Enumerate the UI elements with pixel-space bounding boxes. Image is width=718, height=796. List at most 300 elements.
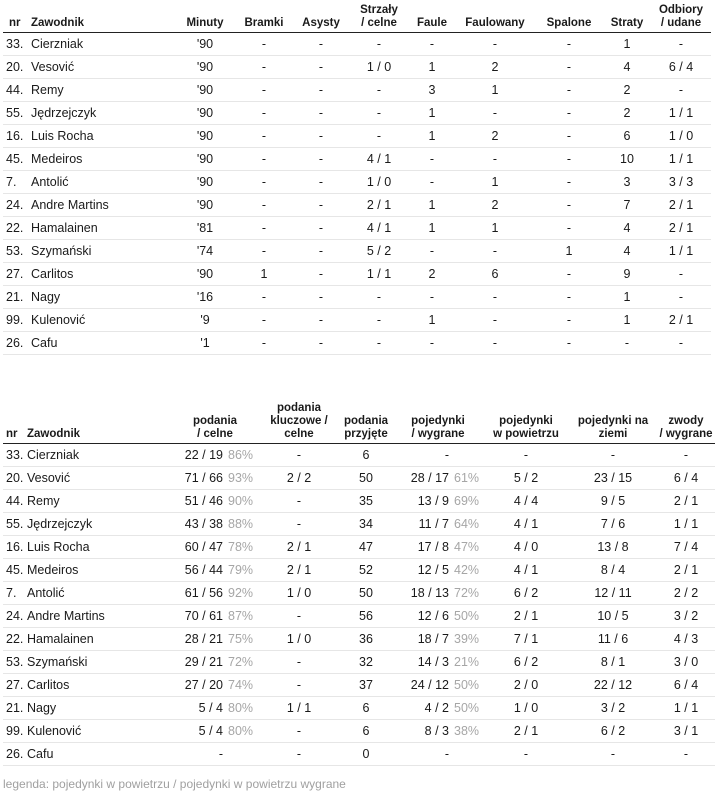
stat-cell: '74 (175, 240, 235, 263)
stat-cell: - (393, 444, 449, 467)
player-name: Luis Rocha (27, 536, 171, 559)
stat-cell: 6 / 2 (483, 651, 569, 674)
player-number: 33. (3, 444, 27, 467)
stat-cell: 2 / 2 (657, 582, 715, 605)
stat-cell: '90 (175, 194, 235, 217)
table-row (3, 79, 711, 102)
stat-cell: - (603, 332, 651, 355)
player-number: 24. (3, 194, 31, 217)
percent-value: 80% (223, 720, 259, 743)
player-name: Cafu (27, 743, 171, 766)
table-row (3, 217, 711, 240)
stat-cell: - (455, 286, 535, 309)
stat-cell: 43 / 38 (171, 513, 223, 536)
stat-cell: 7 / 1 (483, 628, 569, 651)
player-name: Hamalainen (27, 628, 171, 651)
stat-cell: - (349, 102, 409, 125)
stat-cell: 8 / 1 (569, 651, 657, 674)
stat-cell: - (569, 743, 657, 766)
stat-cell: '90 (175, 148, 235, 171)
stat-cell: 17 / 8 (393, 536, 449, 559)
stat-cell: - (483, 743, 569, 766)
stat-cell: - (535, 125, 603, 148)
stat-cell: 1 (455, 217, 535, 240)
stat-cell: - (293, 171, 349, 194)
percent-value: 78% (223, 536, 259, 559)
percent-value: 80% (223, 697, 259, 720)
table-row (3, 536, 715, 559)
table-row (3, 194, 711, 217)
stat-cell: - (455, 332, 535, 355)
stat-cell: 1 / 0 (651, 125, 711, 148)
player-name: Cafu (31, 332, 175, 355)
stat-cell: 6 (339, 444, 393, 467)
stat-cell: - (259, 720, 339, 743)
column-header: podania przyjęte (339, 402, 393, 444)
table-row (3, 56, 711, 79)
percent-value: 50% (449, 674, 483, 697)
player-number: 21. (3, 286, 31, 309)
table-row (3, 743, 715, 766)
player-number: 24. (3, 605, 27, 628)
stat-cell: - (409, 148, 455, 171)
stat-cell: 1 / 1 (657, 697, 715, 720)
table-row (3, 148, 711, 171)
percent-value: 50% (449, 697, 483, 720)
stat-cell: 6 / 4 (657, 467, 715, 490)
stat-cell: 4 / 2 (393, 697, 449, 720)
stat-cell: - (569, 444, 657, 467)
stat-cell: - (293, 240, 349, 263)
stat-cell: - (235, 217, 293, 240)
stat-cell: - (293, 33, 349, 56)
percent-value: 88% (223, 513, 259, 536)
player-name: Jędrzejczyk (27, 513, 171, 536)
stat-cell: 3 (603, 171, 651, 194)
percent-value: 64% (449, 513, 483, 536)
player-name: Cierzniak (31, 33, 175, 56)
percent-value: 50% (449, 605, 483, 628)
player-number: 22. (3, 217, 31, 240)
player-number: 53. (3, 240, 31, 263)
stat-cell: 60 / 47 (171, 536, 223, 559)
percent-value: 42% (449, 559, 483, 582)
stat-cell: 1 / 0 (349, 171, 409, 194)
stat-cell: - (293, 148, 349, 171)
column-header: Faule (409, 4, 455, 33)
table-row (3, 332, 711, 355)
stat-cell: 2 / 0 (483, 674, 569, 697)
stat-cell: - (651, 33, 711, 56)
stat-cell: 6 (339, 697, 393, 720)
stat-cell: - (455, 240, 535, 263)
stat-cell: 1 / 1 (651, 148, 711, 171)
table-row (3, 697, 715, 720)
stat-cell: - (535, 102, 603, 125)
stat-cell: 2 / 1 (483, 605, 569, 628)
stat-cell: - (535, 286, 603, 309)
column-header: pojedynki / wygrane (393, 402, 483, 444)
table-row (3, 263, 711, 286)
stat-cell: 18 / 7 (393, 628, 449, 651)
stat-cell: - (349, 309, 409, 332)
stat-cell: 6 / 2 (483, 582, 569, 605)
stat-cell: - (235, 79, 293, 102)
player-name: Carlitos (27, 674, 171, 697)
stat-cell: 3 (409, 79, 455, 102)
stat-cell: - (349, 286, 409, 309)
stat-cell: 2 / 1 (651, 309, 711, 332)
column-header: podania kluczowe / celne (259, 402, 339, 444)
table-row (3, 240, 711, 263)
table-row (3, 125, 711, 148)
percent-value: 21% (449, 651, 483, 674)
stat-cell: 6 (603, 125, 651, 148)
stat-cell: - (349, 79, 409, 102)
stat-cell: - (657, 444, 715, 467)
player-number: 55. (3, 102, 31, 125)
player-number: 55. (3, 513, 27, 536)
stat-cell: - (393, 743, 449, 766)
player-number: 16. (3, 125, 31, 148)
stat-cell: - (535, 309, 603, 332)
stat-cell: '90 (175, 102, 235, 125)
column-header: Minuty (175, 4, 235, 33)
column-header: Straty (603, 4, 651, 33)
column-header: Bramki (235, 4, 293, 33)
stat-cell: 3 / 0 (657, 651, 715, 674)
stat-cell: - (651, 79, 711, 102)
column-header: Faulowany (455, 4, 535, 33)
table-row (3, 467, 715, 490)
stat-cell: - (293, 102, 349, 125)
stat-cell: - (349, 332, 409, 355)
percent-value: 75% (223, 628, 259, 651)
player-number: 7. (3, 582, 27, 605)
player-number: 22. (3, 628, 27, 651)
percent-value: 86% (223, 444, 259, 467)
player-name: Kulenović (27, 720, 171, 743)
stat-cell: 36 (339, 628, 393, 651)
column-header: Zawodnik (31, 4, 175, 33)
table-row (3, 674, 715, 697)
stat-cell: '16 (175, 286, 235, 309)
table-header-row (3, 402, 715, 444)
stat-cell: 4 / 1 (349, 148, 409, 171)
stat-cell: - (455, 148, 535, 171)
stat-cell: 3 / 1 (657, 720, 715, 743)
player-number: 16. (3, 536, 27, 559)
stat-cell: 34 (339, 513, 393, 536)
stat-cell: - (235, 56, 293, 79)
percent-value: 92% (223, 582, 259, 605)
table-row (3, 309, 711, 332)
stat-cell: 7 / 6 (569, 513, 657, 536)
stat-cell: 32 (339, 651, 393, 674)
stat-cell: 2 / 1 (349, 194, 409, 217)
player-name: Cierzniak (27, 444, 171, 467)
stat-cell: - (235, 171, 293, 194)
stat-cell: '90 (175, 171, 235, 194)
stat-cell: 56 / 44 (171, 559, 223, 582)
stat-cell: - (293, 194, 349, 217)
stat-cell: - (259, 605, 339, 628)
table-row (3, 513, 715, 536)
percent-value: 72% (449, 582, 483, 605)
stat-cell: 6 / 4 (651, 56, 711, 79)
stat-cell: 2 / 1 (483, 720, 569, 743)
stat-cell: - (651, 263, 711, 286)
player-number: 45. (3, 559, 27, 582)
player-name: Antolić (31, 171, 175, 194)
player-number: 33. (3, 33, 31, 56)
stat-cell: - (259, 674, 339, 697)
stat-cell: - (535, 263, 603, 286)
percent-value: 72% (223, 651, 259, 674)
stat-cell: - (259, 651, 339, 674)
stat-cell: '90 (175, 79, 235, 102)
stat-cell: 1 / 1 (651, 102, 711, 125)
stat-cell: 6 / 2 (569, 720, 657, 743)
column-header: Spalone (535, 4, 603, 33)
table-row (3, 559, 715, 582)
stat-cell: - (293, 56, 349, 79)
stat-cell: 4 / 1 (349, 217, 409, 240)
stat-cell: 61 / 56 (171, 582, 223, 605)
percent-value (449, 444, 483, 467)
stat-cell: 9 / 5 (569, 490, 657, 513)
player-name: Kulenović (31, 309, 175, 332)
stat-cell: 71 / 66 (171, 467, 223, 490)
stat-cell: 2 / 1 (259, 559, 339, 582)
stat-cell: 1 / 0 (259, 582, 339, 605)
percent-value (449, 743, 483, 766)
column-header: podania / celne (171, 402, 259, 444)
stat-cell: 4 (603, 217, 651, 240)
stat-cell: 50 (339, 467, 393, 490)
percent-value: 93% (223, 467, 259, 490)
stat-cell: 4 / 1 (483, 513, 569, 536)
table-row (3, 720, 715, 743)
stat-cell: 1 (409, 194, 455, 217)
stat-cell: - (235, 309, 293, 332)
stat-cell: 35 (339, 490, 393, 513)
stat-cell: - (535, 194, 603, 217)
stat-cell: 4 / 4 (483, 490, 569, 513)
stat-cell: '9 (175, 309, 235, 332)
table-row (3, 490, 715, 513)
stat-cell: 28 / 21 (171, 628, 223, 651)
player-number: 44. (3, 490, 27, 513)
stat-cell: 1 (409, 102, 455, 125)
stat-cell: - (455, 309, 535, 332)
stat-cell: 47 (339, 536, 393, 559)
stat-cell: - (535, 171, 603, 194)
stat-cell: '90 (175, 33, 235, 56)
stat-cell: 3 / 3 (651, 171, 711, 194)
stat-cell: - (235, 102, 293, 125)
table-row (3, 33, 711, 56)
stat-cell: 28 / 17 (393, 467, 449, 490)
stat-cell: 3 / 2 (657, 605, 715, 628)
stat-cell: - (171, 743, 223, 766)
table-row (3, 286, 711, 309)
player-number: 26. (3, 332, 31, 355)
stat-cell: 11 / 7 (393, 513, 449, 536)
stat-cell: 4 (603, 56, 651, 79)
table-row (3, 628, 715, 651)
player-number: 27. (3, 263, 31, 286)
player-number: 20. (3, 56, 31, 79)
player-name: Remy (27, 490, 171, 513)
stat-cell: 2 (455, 125, 535, 148)
stat-cell: 8 / 4 (569, 559, 657, 582)
stat-cell: - (259, 444, 339, 467)
stat-cell: 10 (603, 148, 651, 171)
stat-cell: 5 / 4 (171, 720, 223, 743)
stat-cell: - (349, 125, 409, 148)
stat-cell: 2 / 1 (651, 194, 711, 217)
stat-cell: 5 / 4 (171, 697, 223, 720)
stat-cell: '90 (175, 263, 235, 286)
stat-cell: '90 (175, 56, 235, 79)
stat-cell: 7 / 4 (657, 536, 715, 559)
column-header: zwody / wygrane (657, 402, 715, 444)
stat-cell: 29 / 21 (171, 651, 223, 674)
stat-cell: '1 (175, 332, 235, 355)
stat-cell: 1 (409, 217, 455, 240)
player-number: 99. (3, 309, 31, 332)
stat-cell: '90 (175, 125, 235, 148)
player-name: Medeiros (27, 559, 171, 582)
player-number: 53. (3, 651, 27, 674)
stat-cell: - (483, 444, 569, 467)
column-header: Asysty (293, 4, 349, 33)
percent-value: 69% (449, 490, 483, 513)
stat-cell: - (535, 148, 603, 171)
stat-cell: 1 (409, 125, 455, 148)
stat-cell: - (455, 102, 535, 125)
stat-cell: 5 / 2 (483, 467, 569, 490)
stat-cell: 1 / 1 (657, 513, 715, 536)
stat-cell: - (409, 33, 455, 56)
stat-cell: - (235, 125, 293, 148)
player-name: Andre Martins (27, 605, 171, 628)
table-row (3, 605, 715, 628)
player-name: Szymański (31, 240, 175, 263)
stat-cell: 6 (455, 263, 535, 286)
stat-cell: 13 / 9 (393, 490, 449, 513)
percent-value: 74% (223, 674, 259, 697)
stat-cell: - (259, 743, 339, 766)
stat-cell: 2 (603, 102, 651, 125)
percent-value: 47% (449, 536, 483, 559)
stat-cell: 1 (235, 263, 293, 286)
stat-cell: 1 (455, 79, 535, 102)
stat-cell: 1 / 1 (651, 240, 711, 263)
stat-cell: 7 (603, 194, 651, 217)
stat-cell: '81 (175, 217, 235, 240)
stat-cell: - (235, 33, 293, 56)
player-number: 44. (3, 79, 31, 102)
stat-cell: 6 (339, 720, 393, 743)
stat-cell: 50 (339, 582, 393, 605)
player-name: Medeiros (31, 148, 175, 171)
stat-cell: - (535, 79, 603, 102)
column-header: nr (3, 4, 31, 33)
player-name: Carlitos (31, 263, 175, 286)
stat-cell: 4 (603, 240, 651, 263)
player-number: 27. (3, 674, 27, 697)
stat-cell: 9 (603, 263, 651, 286)
stat-cell: 23 / 15 (569, 467, 657, 490)
stat-cell: 51 / 46 (171, 490, 223, 513)
table-header-row (3, 4, 711, 33)
stat-cell: - (535, 56, 603, 79)
stat-cell: 2 (455, 56, 535, 79)
percent-value: 61% (449, 467, 483, 490)
stat-cell: - (259, 513, 339, 536)
player-number: 20. (3, 467, 27, 490)
stat-cell: - (455, 33, 535, 56)
percent-value: 79% (223, 559, 259, 582)
stat-cell: 10 / 5 (569, 605, 657, 628)
stat-cell: 0 (339, 743, 393, 766)
stat-cell: - (235, 148, 293, 171)
percent-value (223, 743, 259, 766)
table-row (3, 651, 715, 674)
table-row (3, 444, 715, 467)
stat-cell: - (409, 171, 455, 194)
stat-cell: 1 (535, 240, 603, 263)
stat-cell: - (409, 240, 455, 263)
stat-cell: - (293, 263, 349, 286)
table-row (3, 582, 715, 605)
stat-cell: 22 / 19 (171, 444, 223, 467)
stat-cell: 1 (409, 309, 455, 332)
percent-value: 39% (449, 628, 483, 651)
table-row (3, 102, 711, 125)
player-stats-table-2 (3, 402, 715, 766)
stat-cell: 12 / 11 (569, 582, 657, 605)
column-header: Odbiory / udane (651, 4, 711, 33)
stat-cell: - (535, 33, 603, 56)
stat-cell: - (293, 79, 349, 102)
stat-cell: 37 (339, 674, 393, 697)
stat-cell: 56 (339, 605, 393, 628)
player-number: 7. (3, 171, 31, 194)
stat-cell: 1 / 1 (349, 263, 409, 286)
stat-cell: 1 / 0 (349, 56, 409, 79)
legend-note: legenda: pojedynki w powietrzu / pojedynki w powietrzu wygrane (3, 777, 346, 791)
stat-cell: 2 / 1 (657, 559, 715, 582)
stat-cell: - (409, 332, 455, 355)
player-name: Jędrzejczyk (31, 102, 175, 125)
stat-cell: 52 (339, 559, 393, 582)
column-header: pojedynki na ziemi (569, 402, 657, 444)
stat-cell: - (235, 286, 293, 309)
stat-cell: 1 (409, 56, 455, 79)
stat-cell: - (293, 217, 349, 240)
player-name: Andre Martins (31, 194, 175, 217)
stat-cell: 18 / 13 (393, 582, 449, 605)
player-name: Nagy (31, 286, 175, 309)
player-name: Nagy (27, 697, 171, 720)
stat-cell: 2 / 1 (657, 490, 715, 513)
column-header: nr (3, 402, 27, 444)
stat-cell: 1 / 0 (259, 628, 339, 651)
stat-cell: - (259, 490, 339, 513)
